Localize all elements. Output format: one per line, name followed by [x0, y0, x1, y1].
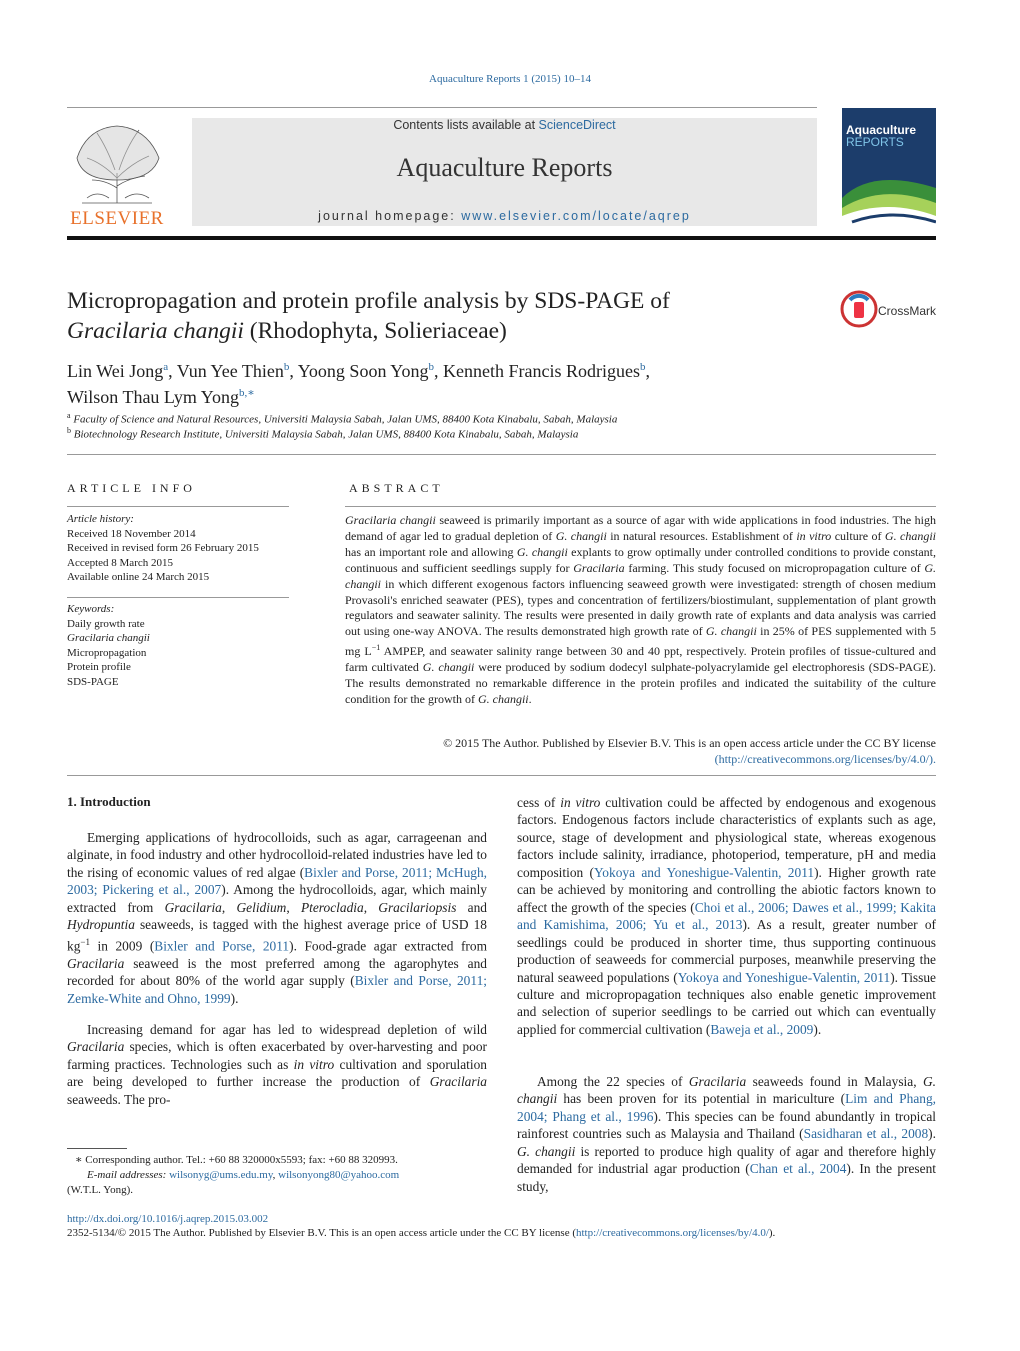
article-title: Micropropagation and protein profile analysis by SDS-PAGE of Gracilaria changii (Rhodophyta, Solieriaceae)	[67, 288, 670, 344]
body-paragraph: Increasing demand for agar has led to widespread depletion of wild Gracilaria species, which is often exacerbated by over-harvesting and poor farming practices. Technologies such as in vitro cultivation and sporulation are being developed to further increase the production of Gracilaria seaweeds. The pro-	[67, 1022, 488, 1107]
license-link[interactable]: http://creativecommons.org/licenses/by/4.0/	[576, 1227, 769, 1239]
header-thick-rule	[67, 236, 936, 240]
abstract-heading: ABSTRACT	[349, 481, 444, 495]
abstract-copyright: © 2015 The Author. Published by Elsevier B.V. This is an open access article under the CC BY license (http://creativecommons.org/licenses/by/4.0/).	[345, 736, 936, 768]
rule	[67, 454, 936, 455]
footnote: ∗ Corresponding author. Tel.: +60 88 320000x5593; fax: +60 88 320993. E-mail addresses: wilsonyg@ums.edu.my, wilsonyong80@yahoo.com (W.T.L. Yong).	[67, 1154, 400, 1196]
sciencedirect-link[interactable]: ScienceDirect	[538, 118, 616, 132]
license-link[interactable]: (http://creativecommons.org/licenses/by/4.0/).	[714, 751, 936, 766]
article-history: Article history: Received 18 November 2014 Received in revised form 26 February 2015 Accepted 8 March 2015 Available online 24 March 2015	[67, 513, 259, 583]
cover-subtitle: REPORTS	[846, 135, 904, 149]
author: Yoong Soon Yong	[297, 361, 429, 381]
rule	[67, 506, 289, 507]
rule	[67, 775, 936, 776]
elsevier-logo-text: ELSEVIER	[70, 208, 164, 229]
issn-line: 2352-5134/© 2015 The Author. Published by Elsevier B.V. This is an open access article under the CC BY license (http://creativecommons.org/licenses/by/4.0/).	[67, 1227, 776, 1239]
body-paragraph: Among the 22 species of Gracilaria seaweeds found in Malaysia, G. changii has been proven for its potential in mariculture (Lim and Phang, 2004; Phang et al., 1996). This species can be found abundantly in tropical rainforest countries such as Malaysia and Thailand (Sasidharan et al., 2008). G. changii is reported to produce high quality of agar and therefore highly demanded for industrial agar production (Chan et al., 2004). In the present study,	[517, 1074, 937, 1194]
journal-cover[interactable]	[842, 108, 936, 226]
section-heading: 1. Introduction	[67, 794, 151, 809]
author: Vun Yee Thien	[176, 361, 284, 381]
cover-art-icon	[842, 158, 936, 226]
homepage-link[interactable]: www.elsevier.com/locate/aqrep	[461, 209, 691, 223]
footnote-rule	[67, 1148, 127, 1149]
author: Kenneth Francis Rodrigues	[442, 361, 640, 381]
keywords: Keywords: Daily growth rate Gracilaria changii Micropropagation Protein profile SDS-PAGE	[67, 603, 150, 688]
homepage-line: journal homepage: www.elsevier.com/locate/aqrep	[318, 209, 691, 223]
abstract-text: Gracilaria changii seaweed is primarily important as a source of agar with wide applications in food industries. The high demand of agar led to gradual depletion of G. changii in natural resources. Establishment of in vitro culture of G. changii has an important role and allowing G. changii explants to grow optimally under controlled conditions to provide constant, continuous and sufficient seedlings supply for Gracilaria farming. This study focused on micropropagation culture of G. changii in which different exogenous factors influencing seaweed growth were investigated: strength of chosen medium Provasoli's enriched seawater (PES), types and concentration of fertilizers/biostimulant, supplementation of plant growth regulators and seawater salinity. The results were presented in daily growth rate of explants and data analysis was carried out using one-way ANOVA. The results demonstrated high growth rate of G. changii in 25% of PES supplemented with 5 mg $L^{-1}$ AMPEP, and seawater salinity range between 30 and 40 ppt, respectively. Protein profiles of tissue-cultured and farm cultivated G. changii were produced by sodium dodecyl sulphate-polyacrylamide gel electrophoresis (SDS-PAGE). The results demonstrated no remarkable difference in the protein profiles and indicated the suitability of the culture condition for the growth of G. changii.	[345, 513, 937, 706]
email-link[interactable]: wilsonyong80@yahoo.com	[278, 1169, 400, 1181]
rule	[67, 597, 289, 598]
body-paragraph: Emerging applications of hydrocolloids, such as agar, carrageenan and alginate, in food industry and other hydrocolloid-related industries have led to the rising of economic values of red algae (Bixler and Porse, 2011; McHugh, 2003; Pickering et al., 2007). Among the hydrocolloids, agar, which mainly extracted from Gracilaria, Gelidium, Pterocladia, Gracilariopsis and Hydropuntia seaweeds, is tagged with the highest average price of USD 18 $kg^{-1}$ in 2009 (Bixler and Porse, 2011). Food-grade agar extracted from Gracilaria seaweed is the most preferred among the agarophytes and recorded for about 80% of the world agar supply (Bixler and Porse, 2011; Zemke-White and Ohno, 1999).	[67, 830, 488, 1006]
crossmark-label[interactable]: CrossMark	[878, 304, 937, 318]
body-paragraph: cess of in vitro cultivation could be affected by endogenous and exogenous factors. Endogenous factors include characteristics of explants such as age, source, stage of development and physiological state, whereas exogenous factors include salinity, irradiance, photoperiod, temperature, pH and media composition (Yokoya and Yoneshigue-Valentin, 2011). Higher growth rate can be achieved by monitoring and controlling the abiotic factors known to affect the growth of the species (Choi et al., 2006; Dawes et al., 1999; Kakita and Kamishima, 2006; Yu et al., 2013). As a result, greater number of seedlings could be produced in shorter time, thus supporting continuous production of seaweeds for commercial purposes, meanwhile preserving the natural seaweed populations (Yokoya and Yoneshigue-Valentin, 2011). Tissue culture and micropropagation techniques also enable genetic improvement and selection of superior seedlings to be carried out which can eventually applied for commercial cultivation (Baweja et al., 2009).	[517, 795, 936, 1037]
cover-title: Aquaculture	[846, 123, 917, 137]
author-list: Lin Wei Jong$^a$, Vun Yee Thien$^b$, Yoong Soon Yong$^b$, Kenneth Francis Rodrigues$^b$, Wilson Thau Lym Yong$^{b,∗}$	[67, 361, 650, 407]
author: Wilson Thau Lym Yong	[67, 387, 239, 407]
header-rule	[67, 107, 817, 108]
contents-line: Contents lists available at ScienceDirect	[393, 118, 616, 132]
affiliation-b: $^b$ Biotechnology Research Institute, Universiti Malaysia Sabah, Jalan UMS, 88400 Kota Kinabalu, Sabah, Malaysia	[67, 426, 579, 441]
rule	[345, 506, 936, 507]
doi-link[interactable]: http://dx.doi.org/10.1016/j.aqrep.2015.03.002	[67, 1213, 269, 1225]
email-link[interactable]: wilsonyg@ums.edu.my	[169, 1169, 273, 1181]
author: Lin Wei Jong	[67, 361, 164, 381]
journal-reference[interactable]: Aquaculture Reports 1 (2015) 10–14	[429, 73, 591, 85]
affiliation-a: $^a$ Faculty of Science and Natural Resources, Universiti Malaysia Sabah, Jalan UMS, 88400 Kota Kinabalu, Sabah, Malaysia	[67, 411, 618, 426]
journal-title: Aquaculture Reports	[396, 153, 613, 182]
article-info-heading: ARTICLE INFO	[67, 481, 196, 495]
